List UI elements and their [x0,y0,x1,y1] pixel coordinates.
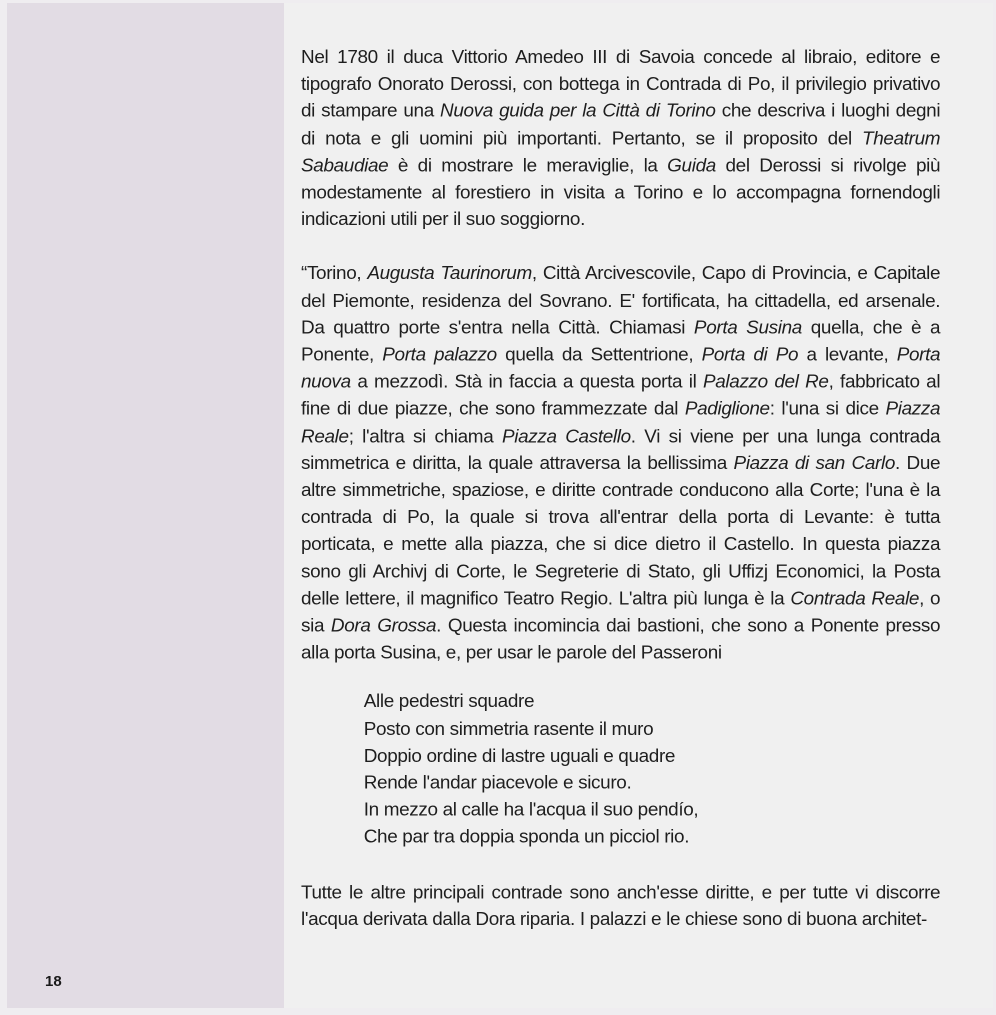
verse-line: Posto con simmetria rasente il muro [363,718,654,740]
italic-term: Padiglione [684,398,770,420]
paragraph-closing [301,879,940,933]
text-run: . Due altre simmetriche, spaziose, e diritte contrade conducono alla Corte; l'una è la contrada di Po, la quale si trova all'entrar della porta di Levante: è tutta porticata, e mette alla piazza, che si dice dietro il Castello. In questa piazza sono gli Archivj di Corte, le Segreterie di Stato, gli Uffizj Economici, la Posta delle lettere, il magnifico Teatro Regio. L'altra più lunga è la [301,453,941,610]
text-column [301,44,940,960]
text-run: ; l'altra si chiama [348,425,502,447]
italic-term: Porta nuova [301,344,941,393]
text-run: quella, che è a Ponente, [301,317,941,366]
verse-line: Che par tra doppia sponda un picciol rio. [363,827,690,848]
text-run: . Questa incomincia dai bastioni, che sono a Ponente presso alla porta Susina, e, per usar le parole del Passeroni [301,615,941,664]
text-run: . Vi si viene per una lunga contrada simmetrica e diritta, la quale attraversa la bellissima [301,425,941,474]
italic-term: Piazza Reale [301,398,941,447]
text-run: del Derossi si rivolge più modestamente al forestiero in visita a Torino e lo accompagna fornendogli indicazioni utili per il suo soggiorno. [301,155,941,231]
italic-title: Guida [667,155,716,177]
text-run: è di mostrare le meraviglie, la [388,155,668,177]
page-number: 18 [45,973,62,990]
text-run: Tutte le altre principali contrade sono anch'esse diritte, e per tutte vi discorre l'acqua derivata dalla Dora riparia. I palazzi e le chiese sono di buona architet- [301,882,941,931]
paragraph-quotation [301,260,940,666]
italic-term: Porta di Po [701,344,799,366]
paragraph-intro [301,44,940,234]
text-run: : l'una si dice [769,398,886,420]
text-run: , fabbricato al fine di due piazze, che sono frammezzate dal [301,371,941,420]
italic-title: Theatrum Sabaudiae [301,128,941,177]
italic-term: Contrada Reale [790,588,920,610]
text-run: , Città Arcivescovile, Capo di Provincia, e Capitale del Piemonte, residenza del Sovrano. E' fortificata, ha cittadella, ed arsenale. Da quattro porte s'entra nella Città. Chiamasi [301,263,941,339]
verse-line: Rende l'andar piacevole e sicuro. [363,772,632,794]
verse-line: Doppio ordine di lastre uguali e quadre [363,745,676,767]
italic-term: Porta palazzo [382,344,497,366]
text-run: Nel 1780 il duca Vittorio Amedeo III di Savoia concede al libraio, editore e tipografo Onorato Derossi, con bottega in Contrada di Po, il privilegio privativo di stampare una [301,46,941,123]
italic-term: Dora Grossa [330,615,437,637]
verse-line: In mezzo al calle ha l'acqua il suo pendío, [363,799,699,821]
text-run: a mezzodì. Stà in faccia a questa porta il [350,371,703,393]
italic-term: Porta Susina [693,317,802,339]
text-run: a levante, [798,344,897,366]
text-run: “Torino, [301,263,368,285]
text-run: quella da Settentrione, [496,344,702,366]
italic-title: Nuova guida per la Città di Torino [440,101,716,123]
verse-quote [364,689,940,852]
italic-term: Piazza Castello [501,425,631,447]
text-run: , o sia [301,588,941,637]
italic-term: Palazzo del Re [702,371,829,393]
left-margin-panel [7,3,284,1008]
italic-term: Augusta Taurinorum [367,263,532,285]
text-run: che descriva i luoghi degni di nota e gli uomini più importanti. Pertanto, se il proposito del [301,101,941,150]
verse-line: Alle pedestri squadre [363,691,535,713]
italic-term: Piazza di san Carlo [733,453,896,474]
